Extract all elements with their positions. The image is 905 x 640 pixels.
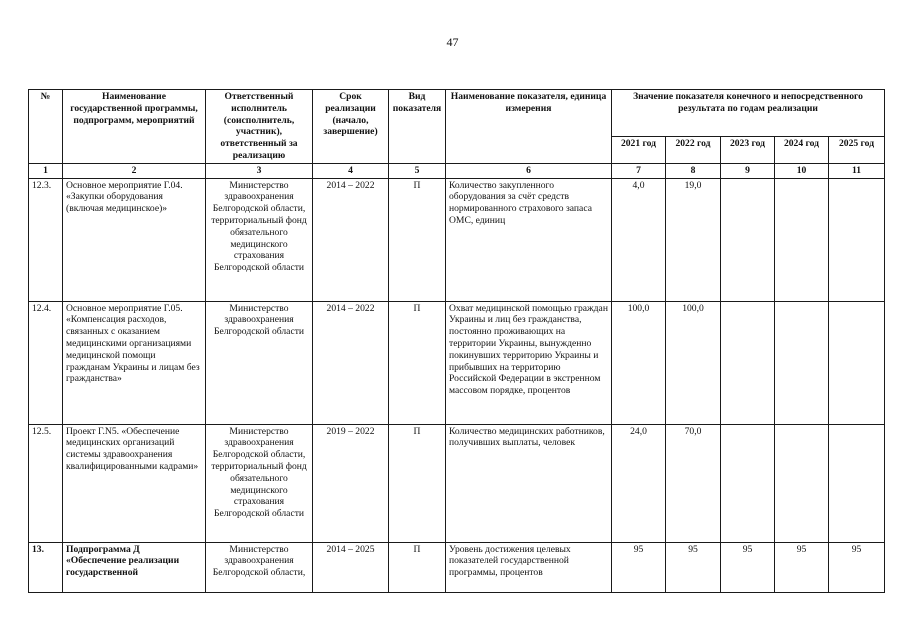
row-period: 2014 – 2025 xyxy=(313,542,389,592)
table-row xyxy=(29,542,885,592)
row-period: 2014 – 2022 xyxy=(313,301,389,424)
header-num: № xyxy=(29,90,63,164)
row-value-2023: 95 xyxy=(721,542,775,592)
column-number: 7 xyxy=(612,163,666,178)
table-header xyxy=(29,90,885,179)
row-name: Основное мероприятие Г.05. «Компенсация расходов, связанных с оказанием медицинскими организациями медицинской помощи гражданам Украины и лицам без гражданства» xyxy=(63,301,206,424)
row-period: 2014 – 2022 xyxy=(313,178,389,301)
column-number: 11 xyxy=(829,163,885,178)
header-year: 2021 год xyxy=(612,137,666,163)
row-name: Основное мероприятие Г.04. «Закупки оборудования (включая медицинское)» xyxy=(63,178,206,301)
table-row xyxy=(29,178,885,301)
row-type: П xyxy=(389,301,446,424)
header-name: Наименование государственной программы, подпрограмм, мероприятий xyxy=(63,90,206,164)
row-value-2024 xyxy=(775,424,829,542)
column-number: 10 xyxy=(775,163,829,178)
row-value-2021: 100,0 xyxy=(612,301,666,424)
header-row xyxy=(29,90,885,137)
row-value-2021: 95 xyxy=(612,542,666,592)
row-period: 2019 – 2022 xyxy=(313,424,389,542)
row-num: 13. xyxy=(29,542,63,592)
row-num: 12.5. xyxy=(29,424,63,542)
row-executor: Министерство здравоохранения Белгородской области, территориальный фонд обязательного медицинского страхования Белгородской области xyxy=(206,178,313,301)
row-value-2025: 95 xyxy=(829,542,885,592)
row-value-2021: 24,0 xyxy=(612,424,666,542)
row-value-2023 xyxy=(721,424,775,542)
row-executor: Министерство здравоохранения Белгородской области, xyxy=(206,542,313,592)
row-value-2024 xyxy=(775,301,829,424)
header-year: 2024 год xyxy=(775,137,829,163)
column-number: 4 xyxy=(313,163,389,178)
header-indicator: Наименование показателя, единица измерения xyxy=(446,90,612,164)
column-numbers-row xyxy=(29,163,885,178)
row-value-2024 xyxy=(775,178,829,301)
row-indicator: Количество медицинских работников, получивших выплаты, человек xyxy=(446,424,612,542)
column-number: 1 xyxy=(29,163,63,178)
column-number: 3 xyxy=(206,163,313,178)
column-number: 6 xyxy=(446,163,612,178)
row-name: Подпрограмма Д «Обеспечение реализации государственной xyxy=(63,542,206,592)
row-indicator: Количество закупленного оборудования за счёт средств нормированного страхового запаса ОМС, единиц xyxy=(446,178,612,301)
row-value-2022: 100,0 xyxy=(666,301,721,424)
page-number: 47 xyxy=(446,35,459,49)
row-value-2022: 19,0 xyxy=(666,178,721,301)
row-indicator: Охват медицинской помощью граждан Украины и лиц без гражданства, постоянно проживающих на территории Украины, вынужденно покинувших территорию Украины и прибывших на территорию Российской Федерации в экстренном массовом порядке, процентов xyxy=(446,301,612,424)
row-num: 12.3. xyxy=(29,178,63,301)
row-value-2024: 95 xyxy=(775,542,829,592)
column-number: 2 xyxy=(63,163,206,178)
row-type: П xyxy=(389,542,446,592)
header-values-group: Значение показателя конечного и непосредственного результата по годам реализации xyxy=(612,90,885,137)
row-executor: Министерство здравоохранения Белгородской области, территориальный фонд обязательного медицинского страхования Белгородской области xyxy=(206,424,313,542)
row-num: 12.4. xyxy=(29,301,63,424)
row-value-2025 xyxy=(829,301,885,424)
header-year: 2025 год xyxy=(829,137,885,163)
row-indicator: Уровень достижения целевых показателей государственной программы, процентов xyxy=(446,542,612,592)
table-row xyxy=(29,301,885,424)
row-name: Проект Г.N5. «Обеспечение медицинских организаций системы здравоохранения квалифицированными кадрами» xyxy=(63,424,206,542)
header-type: Вид показателя xyxy=(389,90,446,164)
row-value-2025 xyxy=(829,178,885,301)
row-value-2023 xyxy=(721,178,775,301)
row-value-2022: 95 xyxy=(666,542,721,592)
program-indicators-table xyxy=(28,89,885,593)
row-value-2023 xyxy=(721,301,775,424)
row-type: П xyxy=(389,178,446,301)
header-year: 2022 год xyxy=(666,137,721,163)
header-executor: Ответственный исполнитель (соисполнитель, участник), ответственный за реализацию xyxy=(206,90,313,164)
header-period: Срок реализации (начало, завершение) xyxy=(313,90,389,164)
column-number: 8 xyxy=(666,163,721,178)
table-body xyxy=(29,178,885,592)
row-value-2022: 70,0 xyxy=(666,424,721,542)
header-year: 2023 год xyxy=(721,137,775,163)
row-executor: Министерство здравоохранения Белгородской области xyxy=(206,301,313,424)
row-type: П xyxy=(389,424,446,542)
row-value-2021: 4,0 xyxy=(612,178,666,301)
column-number: 9 xyxy=(721,163,775,178)
table-row xyxy=(29,424,885,542)
column-number: 5 xyxy=(389,163,446,178)
row-value-2025 xyxy=(829,424,885,542)
